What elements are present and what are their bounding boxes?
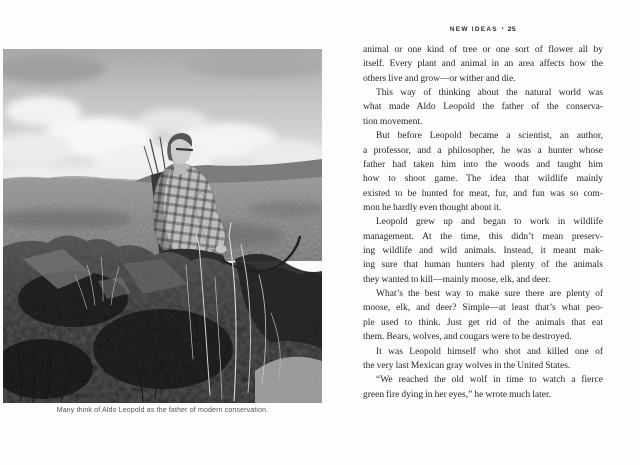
text-line: mon he hardly even thought about it. [363,202,502,213]
text-line: What’s the best way to make sure there are plenty of [376,289,603,300]
text-line: management. At the time, this didn’t mean preserv- [363,231,603,242]
text-line: they wanted to kill—mainly moose, elk, and deer. [363,274,551,285]
text-line: ing sure that human hunters had plenty of the animals [363,260,603,271]
text-line: father had taken him into the woods and taught him [363,159,603,170]
leopold-photo [3,49,322,403]
body-text [363,43,603,402]
text-line: tion movement. [363,116,423,127]
text-line: ing wildlife and wild animals. Instead, it meant mak- [363,246,603,257]
text-line: others live and grow—or wither and die. [363,73,516,84]
text-line: them. Bears, wolves, and cougars were to be destroyed. [363,332,572,343]
text-line: the very last Mexican gray wolves in the United States. [363,360,571,371]
text-line: animal or one kind of tree or one sort of flower all by [363,45,603,55]
text-line: how to shoot game. The idea that wildlife mainly [363,174,603,185]
text-line: It was Leopold himself who shot and killed one of [376,346,603,357]
text-line: This way of thinking about the natural world was [376,88,603,99]
text-line: moose, elk, and deer? Simple—at least that’s what peo- [363,303,603,314]
section-title: NEW IDEAS [449,25,498,33]
text-line: itself. Every plant and animal in an area affects how the [363,59,603,70]
running-header [363,24,603,34]
text-line: existed to be hunted for meat, fur, and fun was so com- [363,188,603,199]
text-line: Leopold grew up and began to work in wildlife [376,217,603,228]
header-separator-dot: • [501,26,504,32]
text-line: “We reached the old wolf in time to watch a fierce [376,375,603,386]
text-line: a professor, and a philosopher, he was a hunter whose [363,145,603,156]
text-line: green fire dying in her eyes,” he wrote much later. [363,389,552,400]
text-line: But before Leopold became a scientist, an author, [376,131,603,142]
text-line: what made Aldo Leopold the father of the conserva- [363,102,603,113]
text-line: ple used to think. Just get rid of the animals that eat [363,317,603,328]
photo-caption: Many think of Aldo Leopold as the father of modern conservation. [56,407,269,414]
page-number: 25 [507,25,517,33]
